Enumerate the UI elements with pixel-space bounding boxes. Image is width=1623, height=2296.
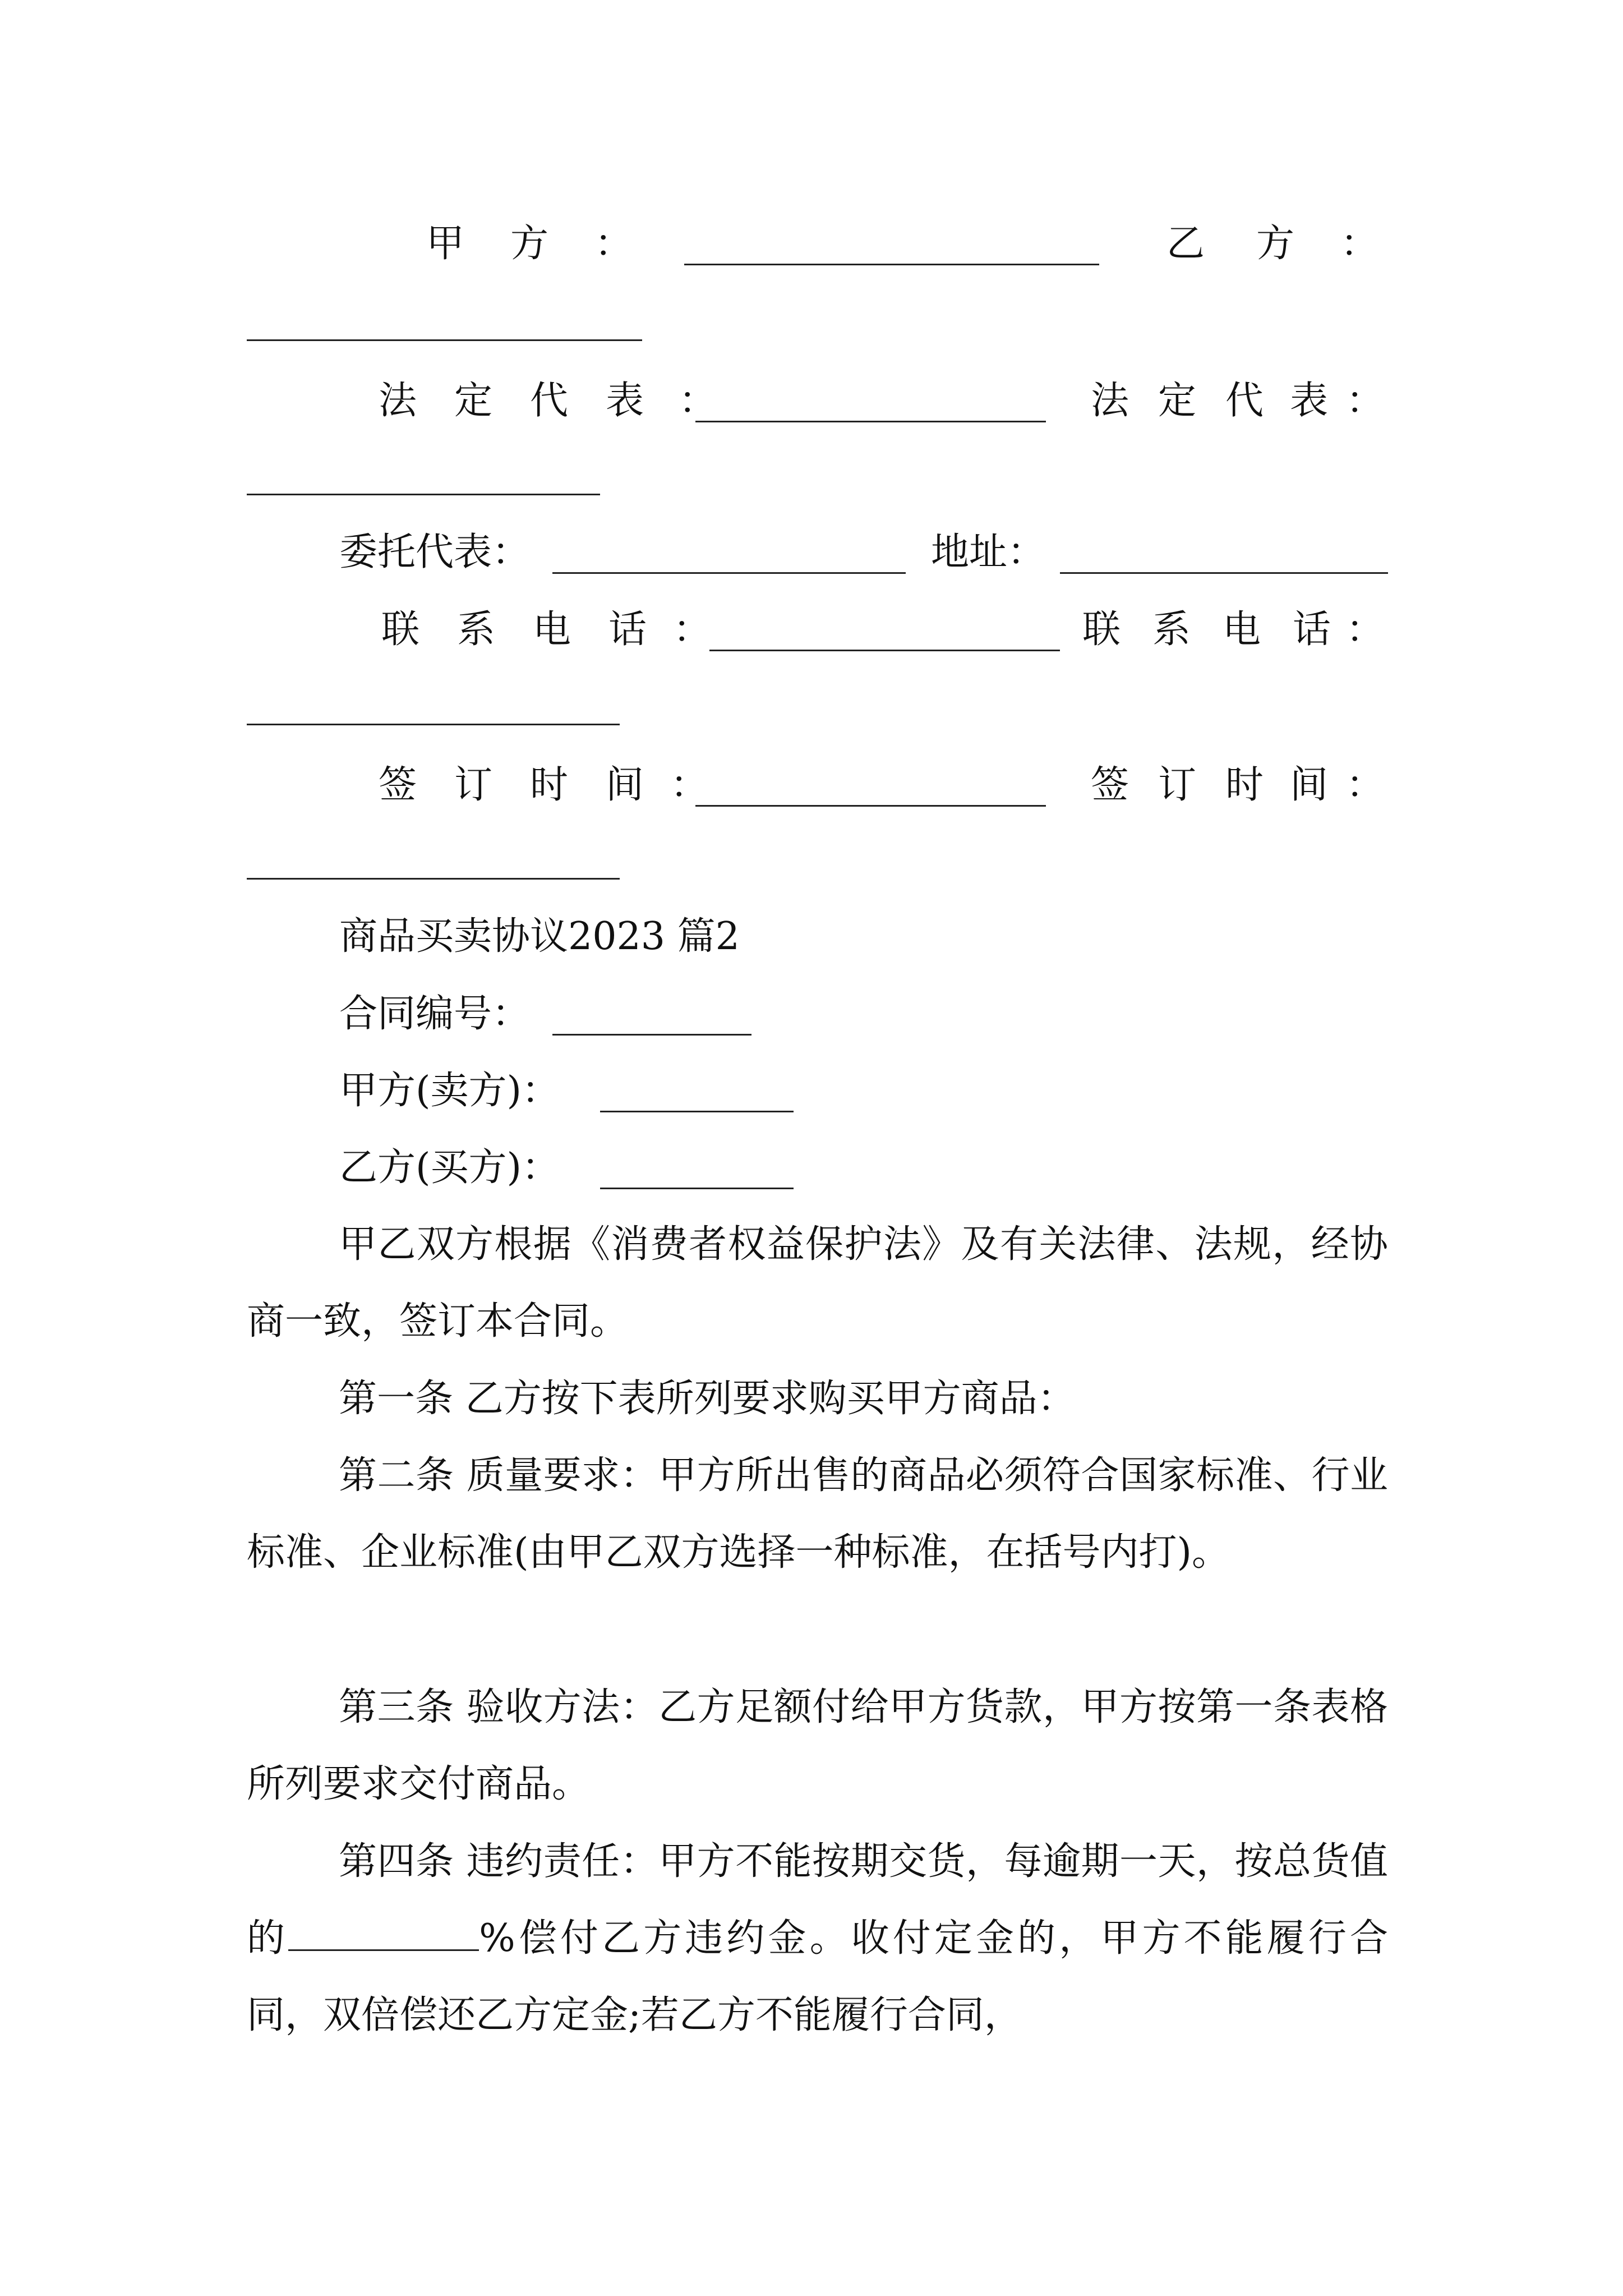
article-2-paragraph: 第二条 质量要求：甲方所出售的商品必须符合国家标准、行业标准、企业标准(由甲乙双方选择一种标准，在括号内打)。 — [247, 1453, 1388, 1575]
party-a-char-1: 甲 — [426, 222, 465, 266]
legal-rep-b-char-1: 法 — [1091, 379, 1129, 423]
sign-time-b-char-4: 间 — [1290, 763, 1329, 807]
article-4-text-part-1: 第四条 违约责任：甲方不能按期交货，每逾期一天，按总货值的 — [247, 1839, 1388, 1961]
sign-time-a-colon: ： — [670, 763, 709, 807]
legal-rep-a-char-1: 法 — [379, 379, 417, 423]
sign-time-b-colon: ： — [1346, 763, 1385, 807]
legal-rep-a-char-2: 定 — [454, 379, 493, 423]
seller-label: 甲方(卖方)： — [339, 1069, 560, 1113]
legal-rep-a-colon: ： — [679, 379, 717, 423]
sign-time-a-char-4: 间 — [606, 763, 644, 807]
phone-row — [0, 596, 1623, 664]
phone-b-colon: ： — [1346, 608, 1385, 652]
article-4-paragraph — [247, 1823, 1388, 2054]
phone-a-char-4: 话 — [608, 608, 647, 652]
phone-a-char-2: 系 — [457, 608, 496, 652]
legal-rep-b-colon: ： — [1346, 379, 1385, 423]
contract2-heading-row — [0, 903, 1623, 970]
sign-time-a-char-3: 时 — [530, 763, 569, 807]
phone-a-colon: ： — [673, 608, 712, 652]
sign-time-b-blank — [247, 878, 620, 880]
party-a-char-2: 方 — [510, 222, 549, 266]
agent-blank — [552, 572, 906, 574]
contract-no-row — [0, 981, 1623, 1048]
intro-paragraph: 甲乙双方根据《消费者权益保护法》及有关法律、法规，经协商一致，签订本合同。 — [247, 1222, 1388, 1343]
party-b-blank — [247, 339, 642, 341]
legal-rep-b-char-2: 定 — [1158, 379, 1197, 423]
legal-rep-b-blank — [247, 494, 600, 495]
sign-time-a-blank — [695, 805, 1046, 807]
sign-time-a-char-2: 订 — [454, 763, 493, 807]
legal-rep-a-char-3: 代 — [530, 379, 569, 423]
article-3-paragraph: 第三条 验收方法：乙方足额付给甲方货款，甲方按第一条表格所列要求交付商品。 — [247, 1685, 1388, 1806]
party-b-colon: ： — [1340, 222, 1379, 266]
sign-time-row — [0, 752, 1623, 819]
penalty-rate-blank — [288, 1916, 479, 1951]
phone-a-char-1: 联 — [381, 608, 420, 652]
sign-time-b-char-3: 时 — [1225, 763, 1264, 807]
phone-b-char-2: 系 — [1152, 608, 1191, 652]
legal-rep-row — [0, 367, 1623, 435]
article-1-paragraph: 第一条 乙方按下表所列要求购买甲方商品： — [339, 1377, 1076, 1421]
sign-time-b-char-2: 订 — [1158, 763, 1197, 807]
article-4-text-part-2: %偿付乙方违约金。收付定金的，甲方不能履行合同，双倍偿还乙方定金;若乙方不能履行合同， — [247, 1916, 1388, 2037]
legal-rep-a-char-4: 表 — [606, 379, 644, 423]
legal-rep-a-blank — [695, 421, 1046, 422]
buyer-row — [0, 1134, 1623, 1202]
party-b-char-2: 方 — [1256, 222, 1295, 266]
sign-time-b-char-1: 签 — [1091, 763, 1129, 807]
address-blank — [1060, 572, 1388, 574]
phone-b-blank — [247, 724, 620, 725]
party-a-blank — [684, 264, 1099, 265]
contract2-heading: 商品买卖协议2023 篇2 — [339, 914, 740, 959]
agent-row — [0, 519, 1623, 586]
contract-no-label: 合同编号： — [339, 992, 531, 1036]
contract-no-blank — [552, 1034, 751, 1036]
buyer-label: 乙方(买方)： — [339, 1145, 560, 1190]
phone-a-char-3: 电 — [533, 608, 571, 652]
legal-rep-b-char-4: 表 — [1290, 379, 1329, 423]
seller-blank — [600, 1111, 794, 1112]
phone-b-char-1: 联 — [1082, 608, 1121, 652]
address-label: 地址： — [931, 530, 1046, 574]
agent-label: 委托代表： — [339, 530, 531, 574]
party-a-colon: ： — [594, 222, 633, 266]
party-b-char-1: 乙 — [1166, 222, 1205, 266]
phone-a-blank — [709, 650, 1060, 651]
phone-b-char-4: 话 — [1293, 608, 1331, 652]
sign-time-a-char-1: 签 — [379, 763, 417, 807]
legal-rep-b-char-3: 代 — [1225, 379, 1264, 423]
phone-b-char-3: 电 — [1223, 608, 1261, 652]
buyer-blank — [600, 1188, 794, 1189]
seller-row — [0, 1057, 1623, 1125]
party-row — [0, 210, 1623, 278]
